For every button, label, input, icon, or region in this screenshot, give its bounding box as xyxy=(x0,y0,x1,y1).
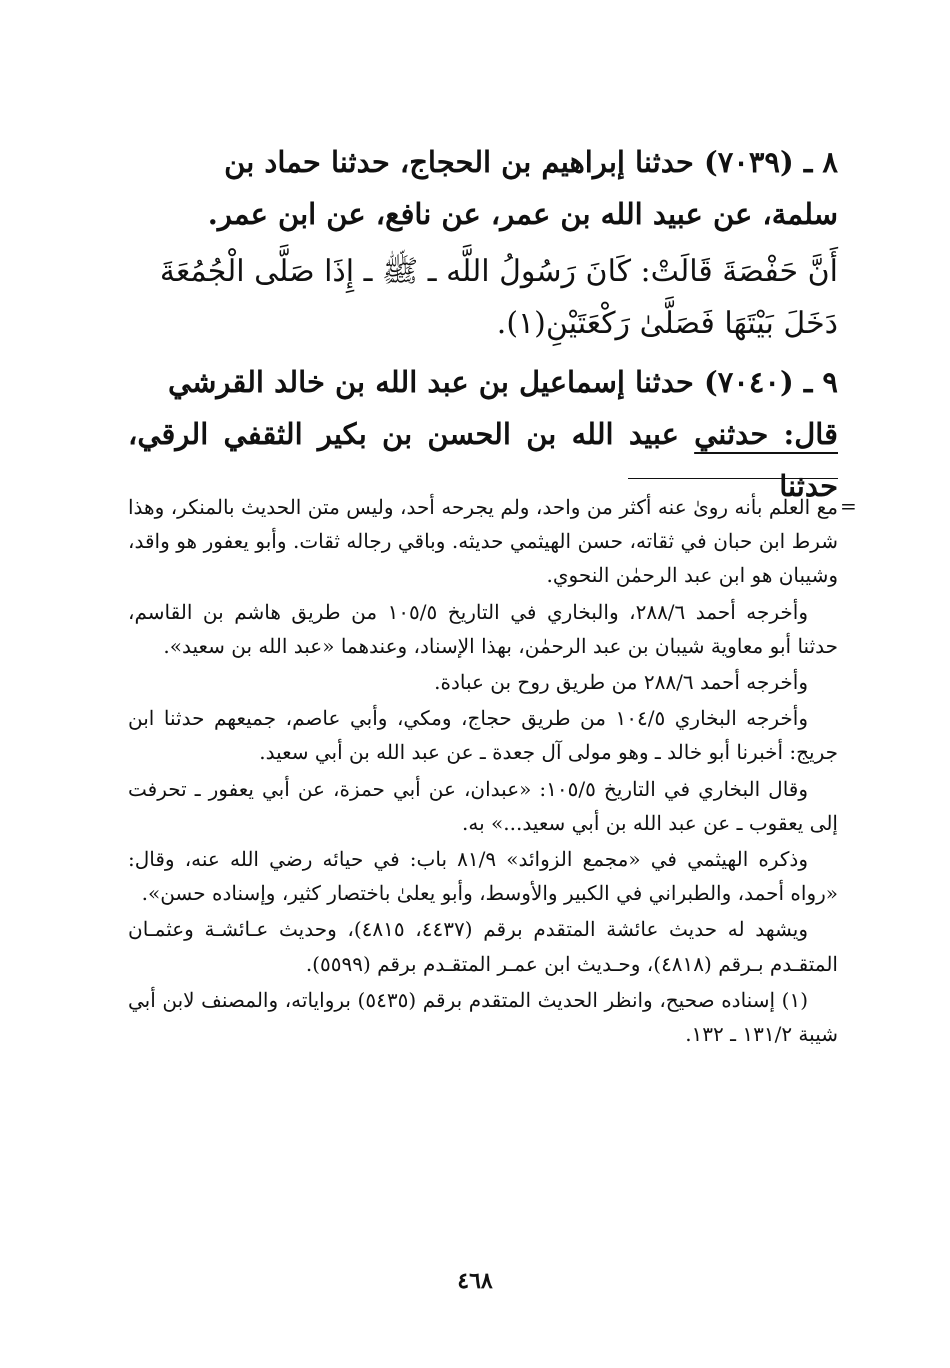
hadith-8-matn-line-1: أَنَّ حَفْصَةَ قَالَتْ: كَانَ رَسُولُ اللَّه ـ ﷺ ـ إِذَا صَلَّى الْجُمُعَةَ xyxy=(159,254,838,289)
footnotes xyxy=(128,490,838,1053)
hadith-8-isnad-line-1: ٨ ـ (٧٠٣٩) حدثنا إبراهيم بن الحجاج، حدثنا حماد بن xyxy=(224,145,838,179)
hadith-8-matn-line-2: دَخَلَ بَيْتَهَا فَصَلَّىٰ رَكْعَتَيْنِ(١). xyxy=(496,306,838,341)
main-text xyxy=(128,136,838,512)
footnote-paragraph: وذكره الهيثمي في «مجمع الزوائد» ٨١/٩ باب: في حيائه رضي الله عنه، وقال: «رواه أحمد، والطبراني في الكبير والأوسط، وأبو يعلىٰ باختصار كثير، وإسناده حسن». xyxy=(128,847,838,906)
footnote-paragraph: وأخرجه أحمد ٢٨٨/٦ من طريق روح بن عبادة. xyxy=(434,670,808,695)
page-number: ٤٦٨ xyxy=(457,1268,493,1294)
footnote-paragraph: وأخرجه البخاري ١٠٤/٥ من طريق حجاج، ومكي، وأبي عاصم، جميعهم حدثنا ابن جريج: أخبرنا أبو خالد ـ وهو مولى آل جعدة ـ عن عبد الله بن أبي سعيد. xyxy=(128,706,838,765)
underlined-phrase: قال: حدثني xyxy=(694,417,838,451)
footnote-paragraph: وقال البخاري في التاريخ ١٠٥/٥: «عبدان، عن أبي حمزة، عن أبي يعفور ـ تحرفت إلى يعقوب ـ عن عبد الله بن أبي سعيد...» به. xyxy=(128,776,838,835)
footnote-continuation-mark: = xyxy=(840,494,857,518)
footnote-1: (١) إسناده صحيح، وانظر الحديث المتقدم برقم (٥٤٣٥) برواياته، والمصنف لابن أبي شيبة ١٣١/٢ ـ ١٣٢. xyxy=(128,987,838,1047)
footnote-paragraph: مع العلم بأنه روىٰ عنه أكثر من واحد، ولم يجرحه أحد، وليس متن الحديث بالمنكر، وهذا شرط ابن حبان في ثقاته، حسن الهيثمي حديثه. وباقي رجاله ثقات. وأبو يعفور هو واقد، وشيبان هو ابن عبد الرحمٰن النحوي. xyxy=(128,495,839,588)
footnote-paragraph: ويشهد له حديث عائشة المتقدم برقم (٤٤٣٧، ٤٨١٥)، وحديث عـائشـة وعثمـان المتقـدم بـرقم (٤٨١٨)، وحـديث ابن عمـر المتقـدم برقم (٥٥٩٩). xyxy=(128,917,838,976)
hadith-8-isnad-line-2: سلمة، عن عبيد الله بن عمر، عن نافع، عن ابن عمر. xyxy=(207,197,838,231)
hadith-9-isnad-line-2-rest: عبيد الله بن الحسن بن بكير الثقفي الرقي، حدثنا xyxy=(128,417,838,503)
hadith-9-isnad-line-1: ٩ ـ (٧٠٤٠) حدثنا إسماعيل بن عبد الله بن خالد القرشي xyxy=(167,365,838,399)
footnote-paragraph: وأخرجه أحمد ٢٨٨/٦، والبخاري في التاريخ ١٠٥/٥ من طريق هاشم بن القاسم، حدثنا أبو معاوية شيبان بن عبد الرحمٰن، بهذا الإسناد، وعندهما «عبد الله بن سعيد». xyxy=(128,599,838,658)
footnote-separator-rule xyxy=(628,478,838,479)
